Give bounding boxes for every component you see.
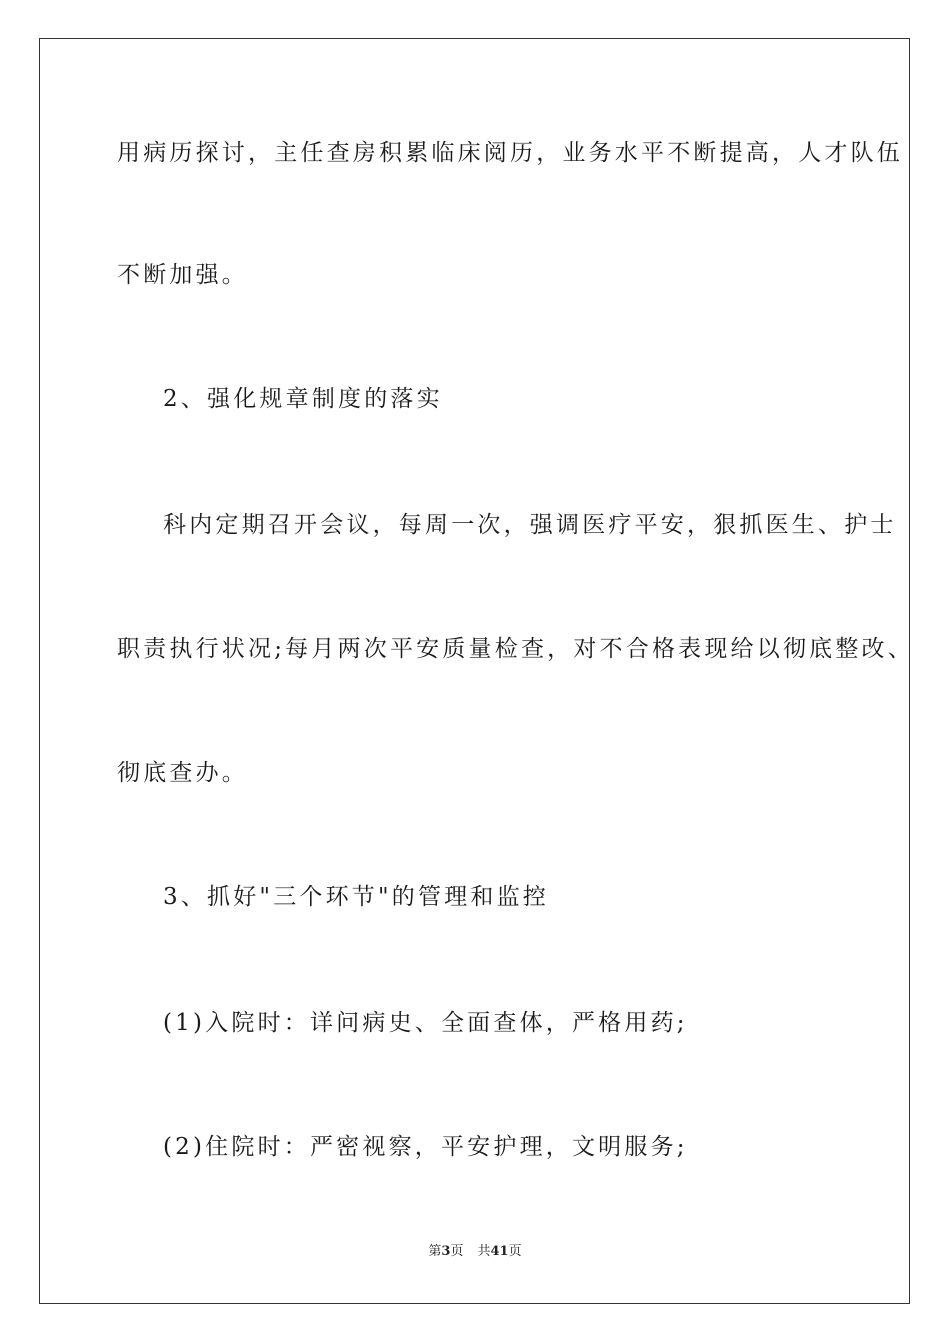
paragraph-line-1: 用病历探讨，主任查房积累临床阅历，业务水平不断提高，人才队伍 <box>117 140 903 166</box>
paragraph-line-3: 科内定期召开会议，每周一次，强调医疗平安，狠抓医生、护士 <box>163 512 897 538</box>
page-footer <box>0 1244 950 1260</box>
paragraph-line-2: 不断加强。 <box>117 262 248 288</box>
section-heading-3: 3、抓好"三个环节"的管理和监控 <box>163 884 549 910</box>
page-border <box>39 38 910 1304</box>
footer-total-pages: 41 <box>490 1244 509 1259</box>
section-heading-2: 2、强化规章制度的落实 <box>163 386 443 412</box>
paragraph-line-5: 彻底查办。 <box>117 760 248 786</box>
footer-page-prefix: 第 <box>428 1244 442 1259</box>
footer-total-suffix: 页 <box>508 1244 522 1259</box>
footer-page-number: 3 <box>441 1244 451 1259</box>
list-item-1: (1)入院时：详问病史、全面查体，严格用药; <box>163 1010 688 1036</box>
paragraph-line-4: 职责执行状况;每月两次平安质量检查，对不合格表现给以彻底整改、 <box>117 636 914 662</box>
footer-page-suffix: 页 <box>450 1244 464 1259</box>
list-item-2: (2)住院时：严密视察，平安护理，文明服务; <box>163 1134 688 1160</box>
footer-total-prefix: 共 <box>477 1244 491 1259</box>
